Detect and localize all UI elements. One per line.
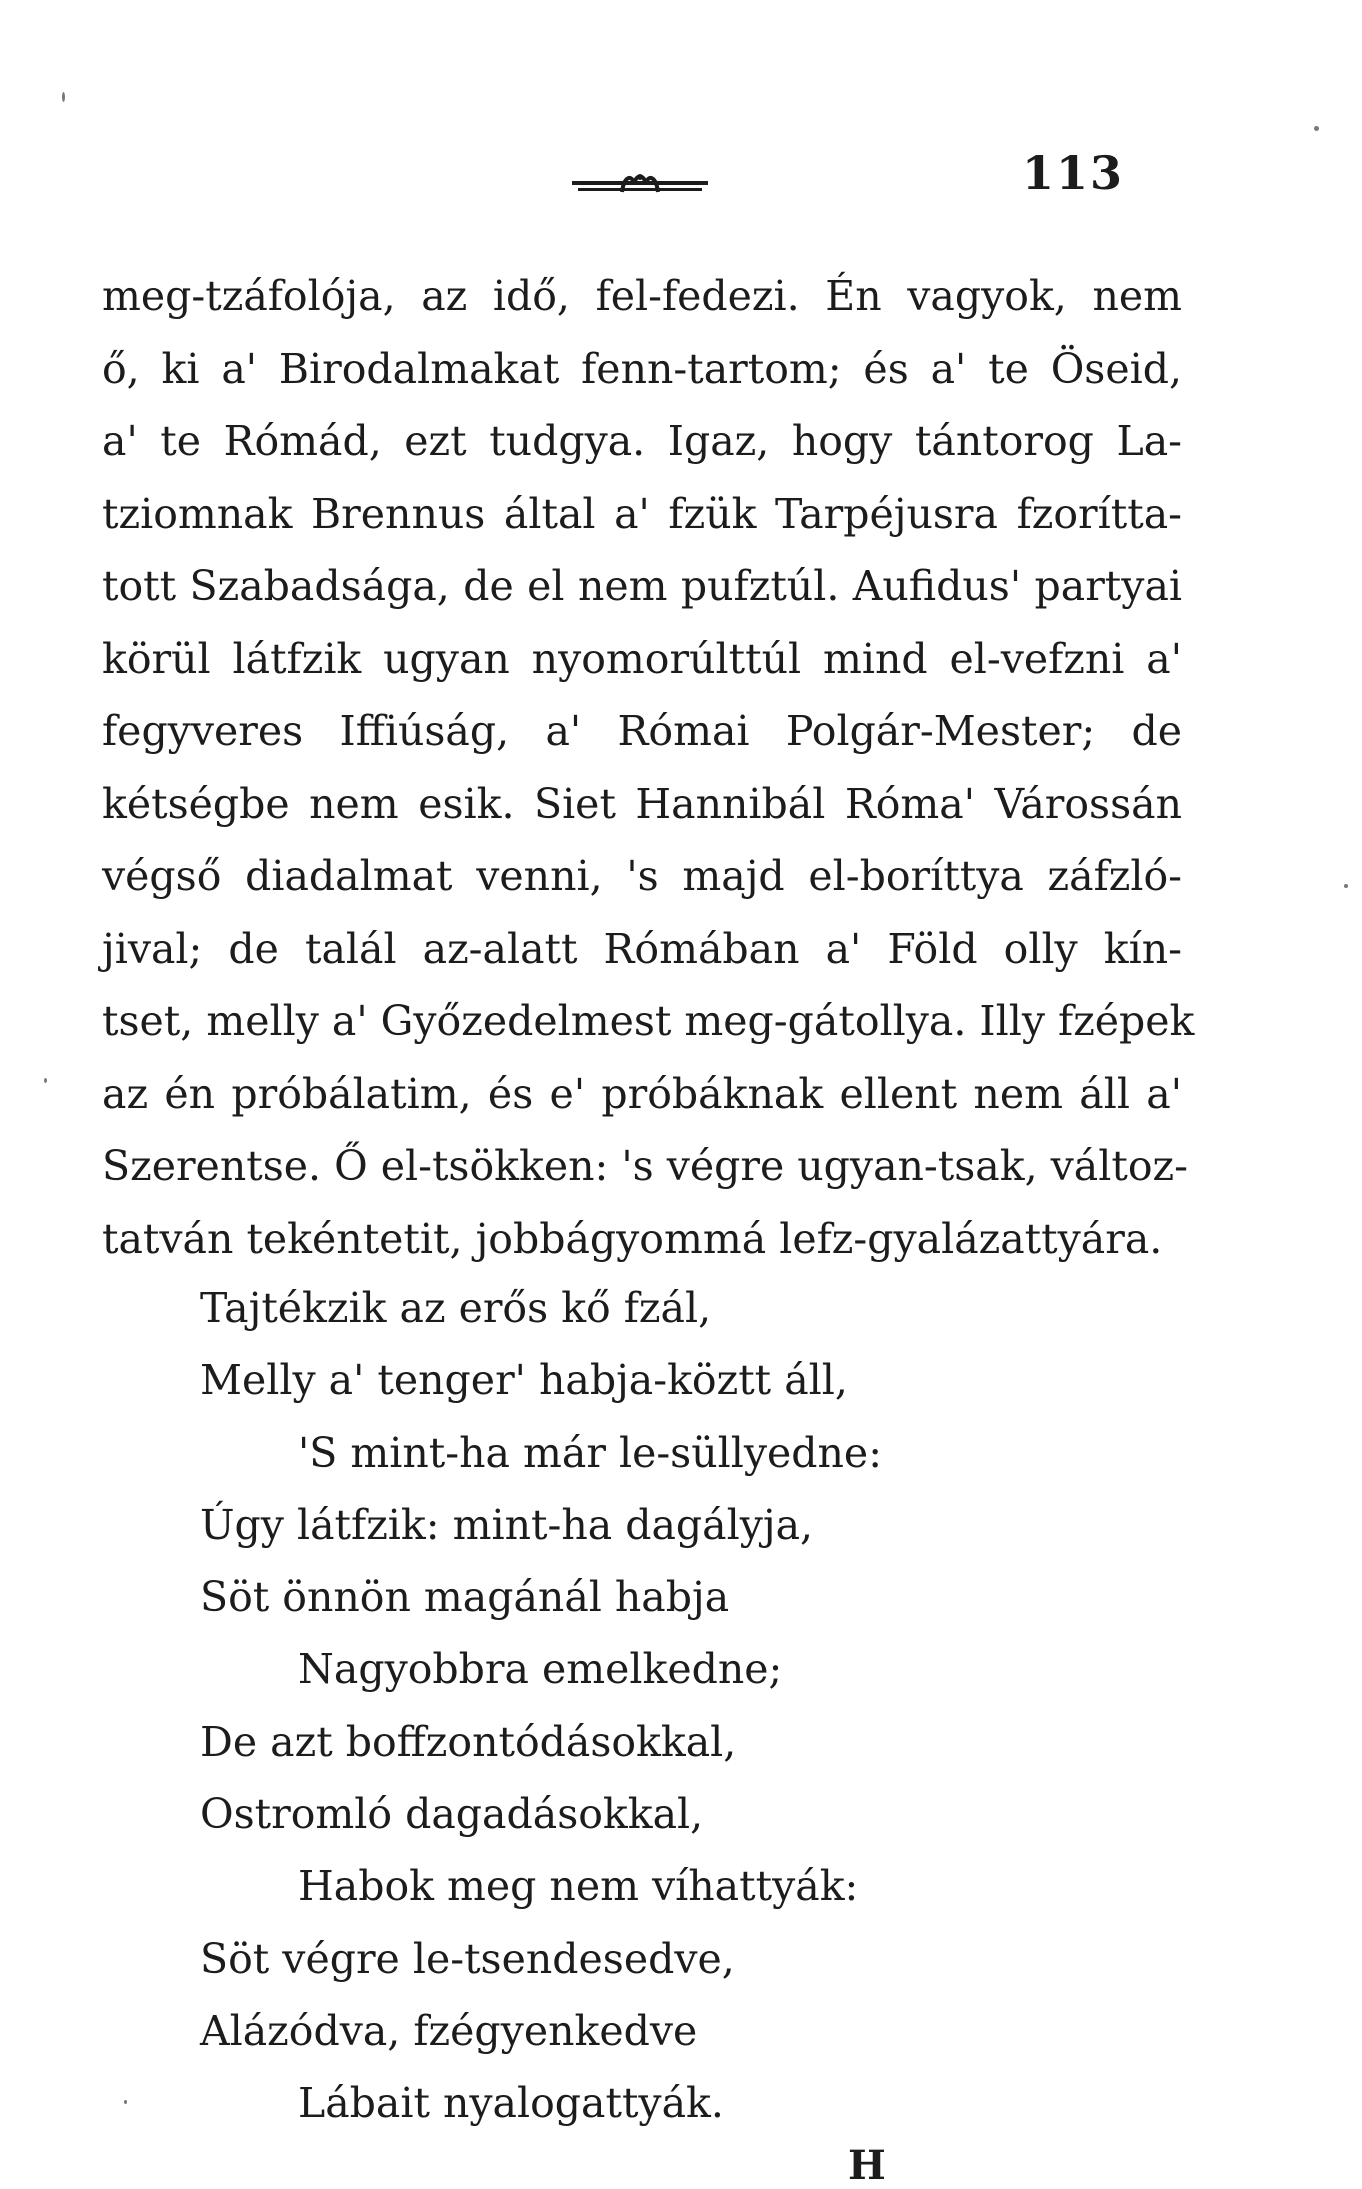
prose-line: Szerentse. Ő el-tsökken: 's végre ugyan-tsak, változ- <box>102 1142 1188 1190</box>
prose-line: tott Szabadsága, de el nem pufztúl. Aufidus' partyai <box>102 562 1182 610</box>
prose-line: meg-tzáfolója, az idő, fel-fedezi. Én vagyok, nem <box>102 272 1182 320</box>
paper-speck <box>62 92 65 102</box>
prose-line: tatván tekéntetit, jobbágyommá lefz-gyalázattyára. <box>102 1214 1163 1263</box>
page-number: 113 <box>1022 146 1125 200</box>
prose-line: ő, ki a' Birodalmakat fenn-tartom; és a' te Öseid, <box>102 344 1182 393</box>
paper-speck <box>124 2100 127 2104</box>
poem-line: 'S mint-ha már le-süllyedne: <box>298 1428 883 1477</box>
paper-speck <box>1314 126 1319 131</box>
printers-ornament-icon <box>572 172 708 198</box>
catchword: H <box>848 2142 886 2189</box>
poem-line: Habok meg nem víhattyák: <box>298 1862 859 1911</box>
poem-line: Melly a' tenger' habja-köztt áll, <box>200 1356 848 1405</box>
prose-line: végső diadalmat venni, 's majd el-boríttya záfzló- <box>102 852 1182 900</box>
prose-line: tset, melly a' Győzedelmest meg-gátollya. Illy fzépek <box>102 997 1195 1045</box>
paper-speck <box>1344 884 1348 888</box>
prose-line: az én próbálatim, és e' próbáknak ellent nem áll a' <box>102 1069 1182 1118</box>
prose-line: a' te Rómád, ezt tudgya. Igaz, hogy tántorog La- <box>102 417 1182 465</box>
prose-line: fegyveres Iffiúság, a' Római Polgár-Mester; de <box>102 707 1182 755</box>
poem-line: Tajtékzik az erős kő fzál, <box>200 1284 712 1332</box>
prose-line: jival; de talál az-alatt Rómában a' Föld olly kín- <box>102 924 1182 973</box>
prose-line: körül látfzik ugyan nyomorúlttúl mind el-vefzni a' <box>102 634 1182 683</box>
poem-line: Alázódva, fzégyenkedve <box>200 2006 698 2055</box>
prose-line: kétségbe nem esik. Siet Hannibál Róma' Várossán <box>102 779 1182 828</box>
poem-stanza <box>200 1272 1020 2140</box>
poem-line: Úgy látfzik: mint-ha dagályja, <box>200 1500 814 1549</box>
paper-speck <box>44 1078 47 1083</box>
poem-line: De azt boffzontódásokkal, <box>200 1717 737 1766</box>
prose-line: tziomnak Brennus által a' fzük Tarpéjusra fzorítta- <box>102 489 1182 538</box>
poem-line: Ostromló dagadásokkal, <box>200 1790 704 1839</box>
poem-line: Söt önnön magánál habja <box>200 1573 730 1622</box>
prose-paragraph <box>102 260 1195 1275</box>
poem-line: Nagyobbra emelkedne; <box>298 1645 783 1694</box>
poem-line: Lábait nyalogattyák. <box>298 2079 724 2128</box>
poem-line: Söt végre le-tsendesedve, <box>200 1934 735 1983</box>
